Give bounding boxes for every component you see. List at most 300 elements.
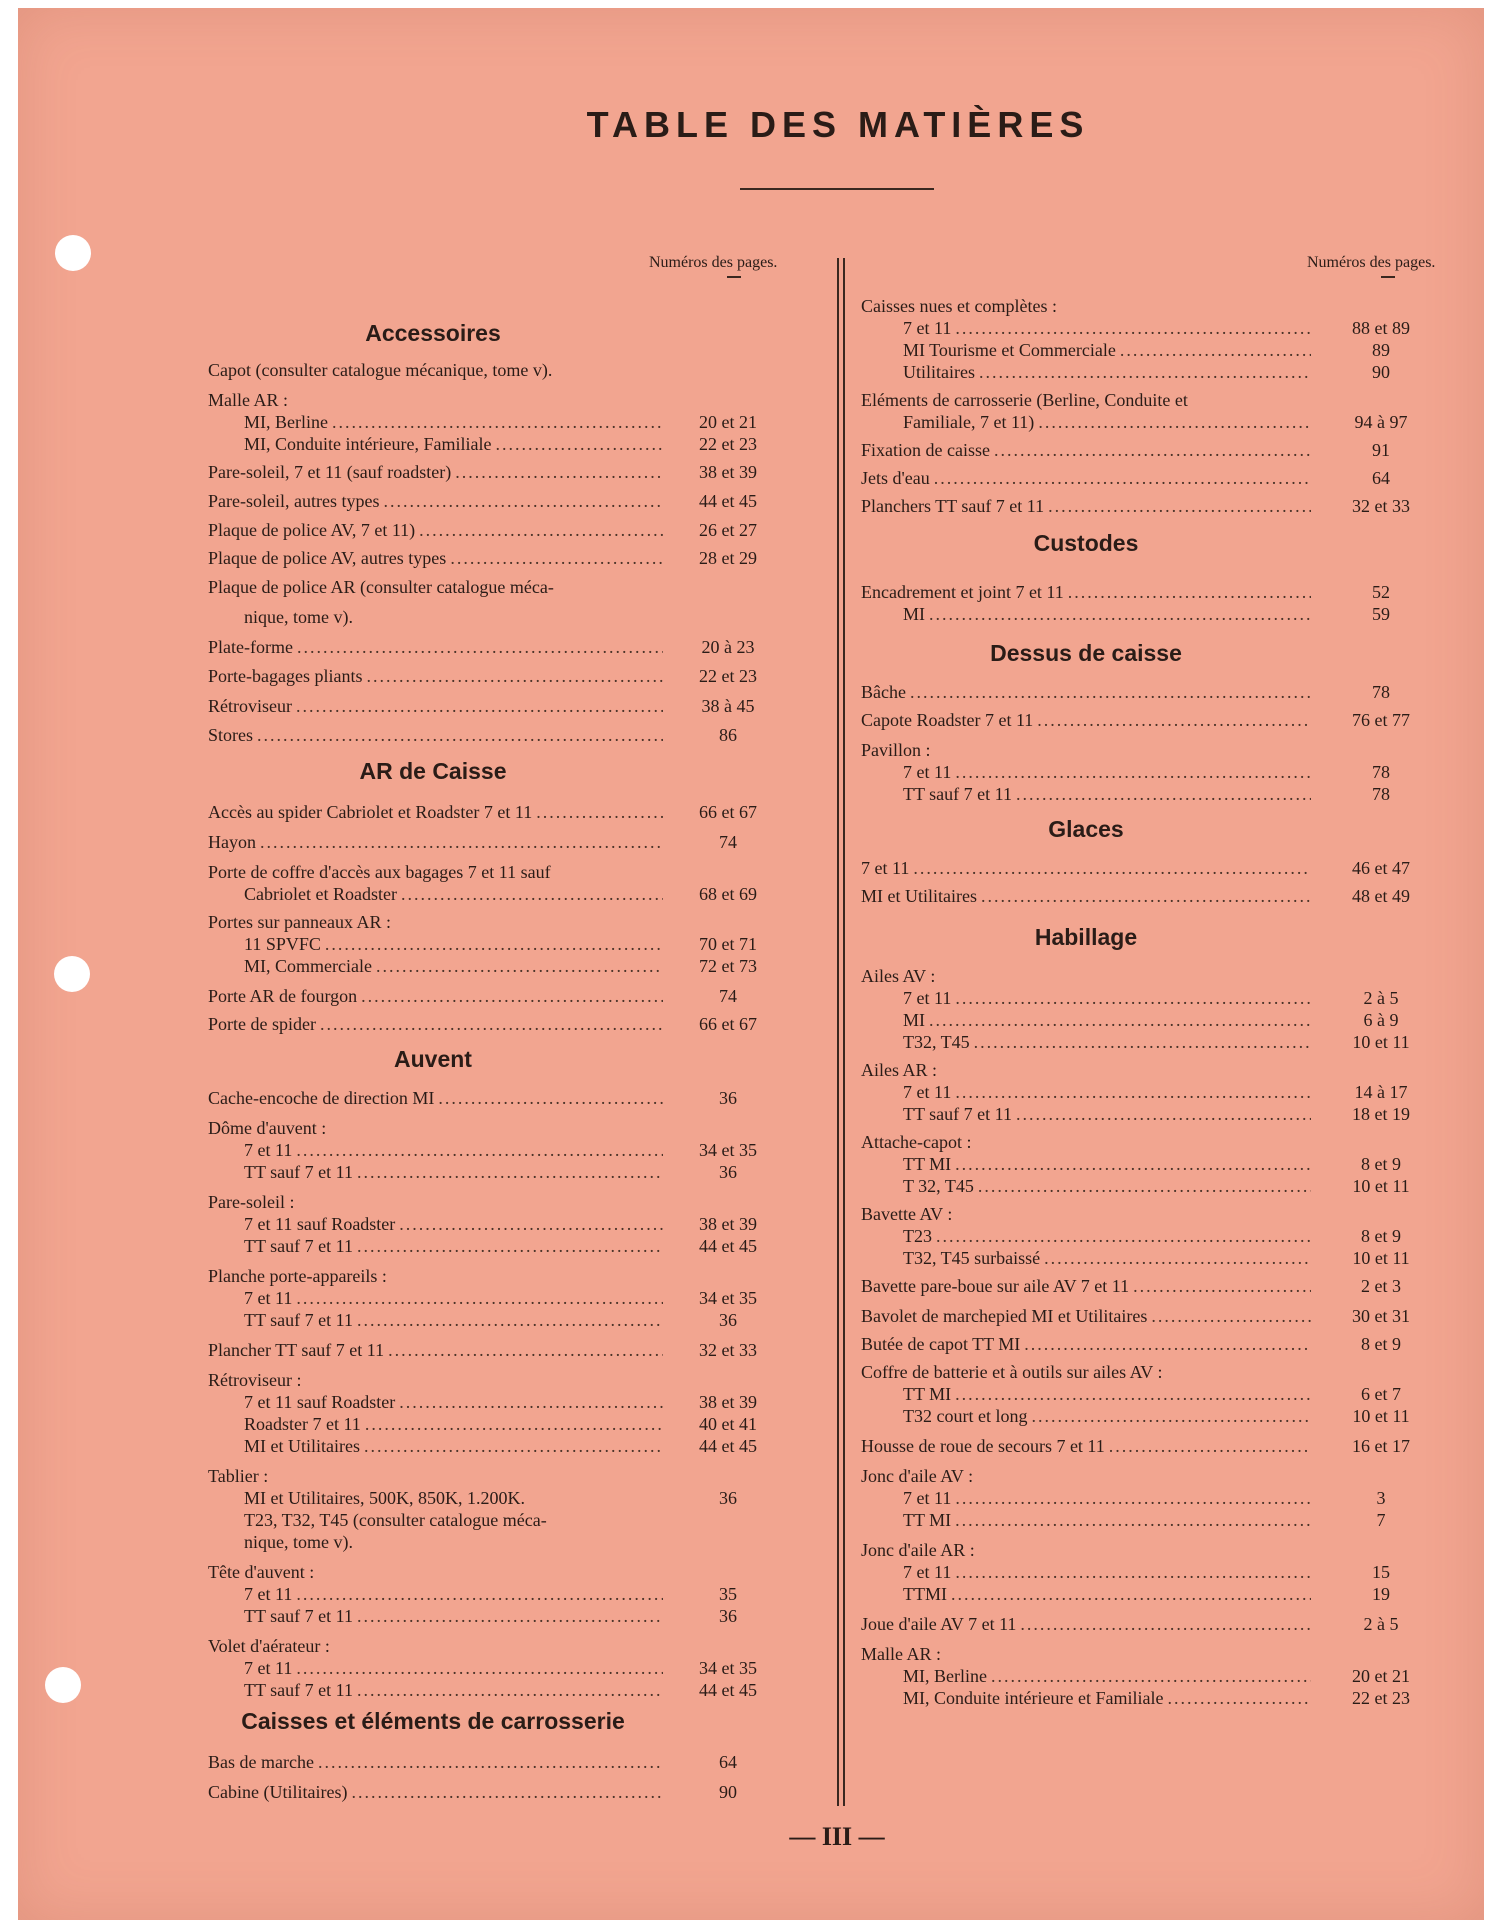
dot-leader [399,1390,663,1414]
dot-leader [955,1508,1311,1532]
dot-leader [1109,1434,1311,1458]
entry-label: Porte de coffre d'accès aux bagages 7 et 11 sauf [208,862,551,882]
entry-label: 7 et 11 sauf Roadster [244,1392,396,1412]
entry-label: MI, Berline [903,1666,987,1686]
index-entry [903,1246,1311,1270]
index-entry [903,602,1311,626]
dot-leader [929,1008,1311,1032]
index-text-line [861,1202,952,1226]
page-ref: 36 [719,1088,737,1108]
entry-label: Rétroviseur : [208,1370,302,1390]
index-entry [208,694,663,718]
index-entry [903,1030,1311,1054]
page-ref: 16 et 17 [1352,1436,1410,1456]
index-entry [903,360,1311,384]
entry-label: Bavolet de marchepied MI et Utilitaires [861,1306,1148,1326]
entry-label: Pare-soleil : [208,1192,295,1212]
dot-leader [296,1582,663,1606]
entry-label: Porte AR de fourgon [208,986,358,1006]
index-entry [208,800,663,824]
entry-label: Porte-bagages pliants [208,666,363,686]
page-ref: 46 et 47 [1352,858,1410,878]
dot-leader [357,1308,663,1332]
dot-leader [929,602,1311,626]
page-ref: 52 [1372,582,1390,602]
index-entry [903,1508,1311,1532]
entry-label: 7 et 11 [244,1140,293,1160]
index-entry [903,1174,1311,1198]
index-entry [861,708,1311,732]
page-ref: 2 et 3 [1361,1276,1401,1296]
page-ref: 90 [1372,362,1390,382]
entry-label: 7 et 11 sauf Roadster [244,1214,396,1234]
entry-label: Caisses nues et complètes : [861,296,1057,316]
index-entry [861,466,1311,490]
entry-label: Plaque de police AR (consulter catalogue méca- [208,577,554,597]
index-entry [244,1234,663,1258]
index-text-line [244,1486,525,1510]
entry-label: 7 et 11 [244,1288,293,1308]
dot-leader [981,884,1311,908]
dot-leader [257,723,663,747]
entry-label: TT MI [903,1510,952,1530]
index-entry [244,1160,663,1184]
dot-leader [955,1080,1311,1104]
dot-leader [1133,1274,1311,1298]
index-entry [861,884,1311,908]
entry-label: Accès au spider Cabriolet et Roadster 7 et 11 [208,802,533,822]
index-entry [861,580,1311,604]
dot-leader [318,1750,663,1774]
entry-label: Cabriolet et Roadster [244,884,397,904]
dot-leader [955,1560,1311,1584]
dot-leader [974,1030,1311,1054]
index-entry [244,1582,663,1606]
index-text-line [208,1190,294,1214]
page-ref: 8 et 9 [1361,1226,1401,1246]
page-ref: 22 et 23 [699,434,757,454]
page-ref: 20 à 23 [701,637,755,657]
dot-leader [296,694,663,718]
dot-leader [1031,1404,1311,1428]
left-column-header-label: Numéros des pages. [649,254,778,271]
index-entry [244,410,663,434]
index-entry [208,1780,663,1804]
entry-label: Eléments de carrosserie (Berline, Conduite et [861,390,1188,410]
dot-leader [1068,580,1311,604]
index-entry [244,954,663,978]
page-ref: 22 et 23 [1352,1688,1410,1708]
right-column-header-dash [1381,276,1395,278]
dot-leader [1020,1612,1311,1636]
dot-leader [325,932,663,956]
page-ref: 91 [1372,440,1390,460]
entry-label: nique, tome v). [244,1532,353,1552]
page-ref: 28 et 29 [699,548,757,568]
entry-label: Pavillon : [861,740,931,760]
entry-label: T32, T45 [903,1032,970,1052]
page-ref: 32 et 33 [1352,496,1410,516]
page-ref: 26 et 27 [699,520,757,540]
binder-hole-bottom [45,1667,81,1703]
page-ref: 10 et 11 [1352,1176,1410,1196]
dot-leader [536,800,663,824]
entry-label: 11 SPVFC [244,934,321,954]
index-entry [244,1656,663,1680]
page-ref: 86 [719,725,737,745]
index-text-line [208,860,551,884]
section-heading: Accessoires [365,320,501,346]
dot-leader [376,954,663,978]
entry-label: Malle AR : [208,390,288,410]
index-entry [903,1486,1311,1510]
page-ref: 34 et 35 [699,1658,757,1678]
page-ref: 64 [1372,468,1390,488]
entry-label: MI et Utilitaires [861,886,977,906]
page-number: — III — [789,1822,885,1851]
entry-label: MI et Utilitaires, 500K, 850K, 1.200K. [244,1488,525,1508]
entry-label: TT sauf 7 et 11 [244,1606,353,1626]
page-ref: 78 [1372,762,1390,782]
index-entry [244,1308,663,1332]
dot-leader [455,460,663,484]
entry-label: Utilitaires [903,362,975,382]
page-ref: 70 et 71 [699,934,757,954]
index-entry [244,932,663,956]
entry-label: Jets d'eau [861,468,930,488]
index-entry [903,760,1311,784]
page-ref: 44 et 45 [699,491,757,511]
index-entry [861,856,1311,880]
right-column-header [1307,254,1435,272]
index-text-line [208,1368,301,1392]
entry-label: Fixation de caisse [861,440,990,460]
entry-label: Tablier : [208,1466,269,1486]
dot-leader [419,518,663,542]
dot-leader [332,410,663,434]
dot-leader [991,1664,1311,1688]
entry-label: MI [903,604,925,624]
index-text-line [208,1116,326,1140]
entry-label: Pare-soleil, 7 et 11 (sauf roadster) [208,462,452,482]
page-ref: 19 [1372,1584,1390,1604]
dot-leader [399,1212,663,1236]
entry-label: 7 et 11 [903,1082,952,1102]
entry-label: Hayon [208,832,256,852]
page-ref: 48 et 49 [1352,886,1410,906]
page-ref: 20 et 21 [699,412,757,432]
entry-label: MI, Conduite intérieure, Familiale [244,434,492,454]
page-ref: 36 [719,1310,737,1330]
section-heading: Caisses et éléments de carrosserie [241,1708,625,1734]
dot-leader [357,1160,663,1184]
page-ref: 66 et 67 [699,802,757,822]
index-entry [208,1086,663,1110]
index-entry [903,1008,1311,1032]
entry-label: Jonc d'aile AV : [861,1466,974,1486]
page-ref: 6 à 9 [1363,1010,1399,1030]
dot-leader [1016,782,1311,806]
page-ref: 94 à 97 [1354,412,1408,432]
dot-leader [1024,1332,1311,1356]
entry-label: Planche porte-appareils : [208,1266,387,1286]
page-ref: 59 [1372,604,1390,624]
entry-label: T32 court et long [903,1406,1028,1426]
page-ref: 44 et 45 [699,1236,757,1256]
entry-label: TT sauf 7 et 11 [244,1236,353,1256]
dot-leader [955,760,1311,784]
entry-label: Coffre de batterie et à outils sur ailes AV : [861,1362,1163,1382]
entry-label: Bas de marche [208,1752,314,1772]
entry-label: TT sauf 7 et 11 [903,784,1012,804]
entry-label: T 32, T45 [903,1176,974,1196]
page-ref: 72 et 73 [699,956,757,976]
page-ref: 68 et 69 [699,884,757,904]
entry-label: 7 et 11 [903,318,952,338]
dot-leader [364,1434,663,1458]
index-entry [244,882,663,906]
index-entry [903,782,1311,806]
index-entry [903,1686,1311,1710]
dot-leader [955,316,1311,340]
dot-leader [1016,1102,1311,1126]
page-ref: 2 à 5 [1363,1614,1399,1634]
index-text-line [208,1464,268,1488]
entry-label: Bavette pare-boue sur aile AV 7 et 11 [861,1276,1130,1296]
column-divider [837,258,845,1806]
index-entry [903,1224,1311,1248]
dot-leader [357,1604,663,1628]
section-heading: Auvent [394,1046,472,1072]
entry-label: Stores [208,725,253,745]
index-text-line [861,738,931,762]
entry-label: Ailes AR : [861,1060,938,1080]
entry-label: TT MI [903,1154,952,1174]
dot-leader [951,1582,1311,1606]
dot-leader [994,438,1311,462]
index-entry [208,1750,663,1774]
entry-label: Encadrement et joint 7 et 11 [861,582,1064,602]
entry-label: MI, Commerciale [244,956,372,976]
dot-leader [955,1152,1311,1176]
entry-label: Attache-capot : [861,1132,972,1152]
dot-leader [357,1678,663,1702]
page-ref: 38 à 45 [701,696,755,716]
entry-label: T23, T32, T45 (consulter catalogue méca- [244,1510,547,1530]
page-ref: 36 [719,1488,737,1508]
right-column-header-label: Numéros des pages. [1307,254,1436,271]
index-entry [861,1612,1311,1636]
entry-label: Planchers TT sauf 7 et 11 [861,496,1045,516]
page-ref: 36 [719,1162,737,1182]
index-entry [861,1304,1311,1328]
index-text-line [208,1634,330,1658]
entry-label: Bâche [861,682,906,702]
index-entry [244,1678,663,1702]
entry-label: Plate-forme [208,637,293,657]
binder-hole-top [55,235,91,271]
index-entry [903,1582,1311,1606]
page-ref: 35 [719,1584,737,1604]
dot-leader [438,1086,663,1110]
dot-leader [955,1486,1311,1510]
entry-label: Joue d'aile AV 7 et 11 [861,1614,1017,1634]
dot-leader [1120,338,1311,362]
index-entry [208,830,663,854]
index-entry [903,410,1311,434]
index-text-line [208,388,288,412]
dot-leader [297,635,663,659]
index-entry [244,1138,663,1162]
page-ref: 74 [719,832,737,852]
index-entry [861,1274,1311,1298]
entry-label: T23 [903,1226,932,1246]
page-ref: 8 et 9 [1361,1334,1401,1354]
entry-label: TT sauf 7 et 11 [244,1310,353,1330]
index-text-line [208,575,554,599]
index-entry [903,1560,1311,1584]
entry-label: MI, Berline [244,412,328,432]
page-ref: 38 et 39 [699,1214,757,1234]
dot-leader [1044,1246,1311,1270]
index-text-line [861,964,935,988]
dot-leader [357,1234,663,1258]
index-entry [208,518,663,542]
page-ref: 44 et 45 [699,1436,757,1456]
entry-label: Plaque de police AV, 7 et 11) [208,520,416,540]
entry-label: TT sauf 7 et 11 [244,1680,353,1700]
entry-label: Jonc d'aile AR : [861,1540,975,1560]
entry-label: Capote Roadster 7 et 11 [861,710,1034,730]
index-entry [208,664,663,688]
page-ref: 30 et 31 [1352,1306,1410,1326]
dot-leader [383,489,663,513]
entry-label: MI Tourisme et Commerciale [903,340,1116,360]
entry-label: Capot (consulter catalogue mécanique, tome v). [208,360,553,380]
entry-label: MI, Conduite intérieure et Familiale [903,1688,1164,1708]
page-ref: 18 et 19 [1352,1104,1410,1124]
index-text-line [244,1508,547,1532]
entry-label: 7 et 11 [861,858,910,878]
index-entry [861,494,1311,518]
page-ref: 76 et 77 [1352,710,1410,730]
index-entry [903,1664,1311,1688]
index-text-line [208,1264,387,1288]
dot-leader [1038,410,1311,434]
dot-leader [1037,708,1311,732]
page-ref: 78 [1372,682,1390,702]
entry-label: nique, tome v). [244,607,353,627]
index-text-line [861,1360,1162,1384]
dot-leader [366,664,663,688]
index-entry [244,1390,663,1414]
dot-leader [495,432,663,456]
page-ref: 38 et 39 [699,462,757,482]
left-column-header [649,254,777,272]
entry-label: Volet d'aérateur : [208,1636,330,1656]
section-heading: Dessus de caisse [990,640,1182,666]
index-entry [903,316,1311,340]
dot-leader [296,1138,663,1162]
dot-leader [979,360,1311,384]
dot-leader [955,986,1311,1010]
entry-label: Familiale, 7 et 11) [903,412,1035,432]
index-entry [903,1404,1311,1428]
index-entry [903,1080,1311,1104]
dot-leader [260,830,663,854]
index-entry [208,546,663,570]
index-text-line [208,358,552,382]
index-text-line [244,605,353,629]
dot-leader [388,1338,663,1362]
page-ref: 66 et 67 [699,1014,757,1034]
index-entry [903,986,1311,1010]
dot-leader [934,466,1311,490]
index-entry [903,1102,1311,1126]
index-text-line [861,1058,937,1082]
dot-leader [351,1780,663,1804]
entry-label: TT sauf 7 et 11 [244,1162,353,1182]
index-entry [208,1338,663,1362]
index-entry [208,1012,663,1036]
page-ref: 8 et 9 [1361,1154,1401,1174]
entry-label: Rétroviseur [208,696,292,716]
dot-leader [1048,494,1311,518]
page-ref: 10 et 11 [1352,1032,1410,1052]
entry-label: TT sauf 7 et 11 [903,1104,1012,1124]
index-text-line [861,1538,975,1562]
entry-label: Plancher TT sauf 7 et 11 [208,1340,385,1360]
entry-label: 7 et 11 [244,1658,293,1678]
index-entry [244,1286,663,1310]
entry-label: Cabine (Utilitaires) [208,1782,348,1802]
index-text-line [861,1130,971,1154]
index-entry [208,723,663,747]
dot-leader [1151,1304,1311,1328]
page-ref: 20 et 21 [1352,1666,1410,1686]
index-text-line [244,1530,353,1554]
entry-label: Ailes AV : [861,966,936,986]
dot-leader [955,1382,1311,1406]
entry-label: TTMI [903,1584,947,1604]
index-text-line [208,1560,314,1584]
page-ref: 89 [1372,340,1390,360]
entry-label: 7 et 11 [244,1584,293,1604]
dot-leader [296,1656,663,1680]
index-entry [244,1434,663,1458]
index-entry [903,1382,1311,1406]
entry-label: T32, T45 surbaissé [903,1248,1041,1268]
entry-label: Portes sur panneaux AR : [208,912,391,932]
page-ref: 40 et 41 [699,1414,757,1434]
entry-label: Tête d'auvent : [208,1562,315,1582]
page-title: TABLE DES MATIÈRES [586,104,1090,145]
entry-label: 7 et 11 [903,1562,952,1582]
index-entry [903,338,1311,362]
index-text-line [861,1642,941,1666]
dot-leader [913,856,1311,880]
page-ref: 6 et 7 [1361,1384,1401,1404]
entry-label: 7 et 11 [903,988,952,1008]
entry-label: MI et Utilitaires [244,1436,360,1456]
index-entry [208,489,663,513]
page-ref: 38 et 39 [699,1392,757,1412]
index-entry [208,984,663,1008]
page-ref: 10 et 11 [1352,1406,1410,1426]
dot-leader [401,882,663,906]
page-ref: 44 et 45 [699,1680,757,1700]
page-ref: 34 et 35 [699,1288,757,1308]
